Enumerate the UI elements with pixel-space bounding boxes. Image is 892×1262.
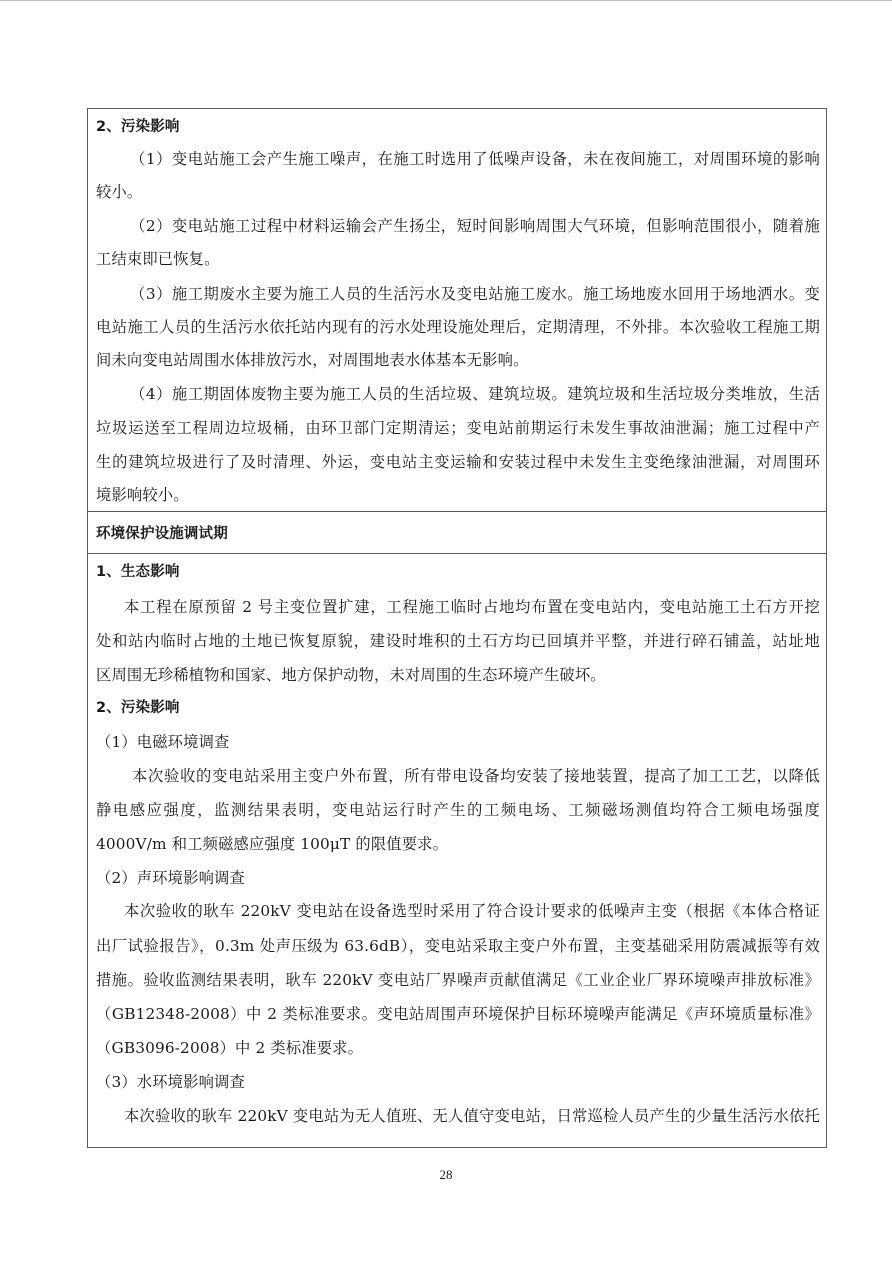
paragraph-line: （GB3096-2008）中 2 类标准要求。 — [96, 1039, 364, 1057]
paragraph-line: 措施。验收监测结果表明，耿车 220kV 变电站厂界噪声贡献值满足《工业企业厂界环境噪声排放标准》 — [96, 971, 820, 989]
paragraph-line: 本次验收的耿车 220kV 变电站为无人值班、无人值守变电站，日常巡检人员产生的少量生活污水依托 — [124, 1107, 820, 1125]
paragraph-line: 较小。 — [96, 183, 143, 201]
paragraph-line: 本工程在原预留 2 号主变位置扩建，工程施工临时占地均布置在变电站内，变电站施工土石方开挖 — [124, 598, 820, 616]
water-survey-heading: （3）水环境影响调查 — [96, 1073, 245, 1091]
paragraph-line: 本次验收的耿车 220kV 变电站在设备选型时采用了符合设计要求的低噪声主变（根据《本体合格证 — [124, 902, 820, 920]
paragraph-line: （1）变电站施工会产生施工噪声，在施工时选用了低噪声设备，未在夜间施工，对周围环境的影响 — [130, 150, 820, 168]
paragraph-line: 生的建筑垃圾进行了及时清理、外运，变电站主变运输和安装过程中未发生主变绝缘油泄漏，对周围环 — [96, 453, 820, 471]
paragraph-line: 4000V/m 和工频磁感应强度 100μT 的限值要求。 — [96, 835, 449, 853]
paragraph-line: （4）施工期固体废物主要为施工人员的生活垃圾、建筑垃圾。建筑垃圾和生活垃圾分类堆放，生活 — [130, 385, 820, 403]
trial-period-title: 环境保护设施调试期 — [96, 526, 228, 542]
trial-period-body-cell — [88, 554, 826, 1147]
construction-pollution-cell — [88, 109, 826, 512]
ecological-impact-heading: 1、生态影响 — [96, 564, 180, 580]
noise-survey-heading: （2）声环境影响调查 — [96, 869, 245, 887]
paragraph-line: （2）变电站施工过程中材料运输会产生扬尘，短时间影响周围大气环境，但影响范围很小，随着施 — [130, 217, 820, 235]
report-table — [87, 108, 827, 1148]
paragraph-line: 垃圾运送至工程周边垃圾桶，由环卫部门定期清运；变电站前期运行未发生事故油泄漏；施工过程中产 — [96, 419, 820, 437]
paragraph-line: 静电感应强度，监测结果表明，变电站运行时产生的工频电场、工频磁场测值均符合工频电场强度 — [96, 801, 820, 819]
construction-pollution-heading: 2、污染影响 — [96, 119, 180, 135]
page-top-rule — [0, 0, 892, 1]
paragraph-line: （GB12348-2008）中 2 类标准要求。变电站周围声环境保护目标环境噪声能满足《声环境质量标准》 — [96, 1005, 820, 1023]
paragraph-line: 境影响较小。 — [96, 486, 189, 504]
paragraph-line: 工结束即已恢复。 — [96, 250, 220, 268]
paragraph-line: （3）施工期废水主要为施工人员的生活污水及变电站施工废水。施工场地废水回用于场地洒水。变 — [130, 285, 820, 303]
electromagnetic-survey-heading: （1）电磁环境调查 — [96, 733, 230, 751]
paragraph-line: 区周围无珍稀植物和国家、地方保护动物，未对周围的生态环境产生破坏。 — [96, 666, 606, 684]
pollution-impact-heading: 2、污染影响 — [96, 700, 180, 716]
paragraph-line: 本次验收的变电站采用主变户外布置，所有带电设备均安装了接地装置，提高了加工工艺，以降低 — [132, 767, 820, 785]
paragraph-line: 电站施工人员的生活污水依托站内现有的污水处理设施处理后，定期清理，不外排。本次验收工程施工期 — [96, 318, 820, 336]
paragraph-line: 处和站内临时占地的土地已恢复原貌，建设时堆积的土石方均已回填并平整，并进行碎石铺盖，站址地 — [96, 632, 820, 650]
paragraph-line: 间未向变电站周围水体排放污水，对周围地表水体基本无影响。 — [96, 351, 529, 369]
page-number: 28 — [439, 1167, 453, 1182]
paragraph-line: 出厂试验报告》，0.3m 处声压级为 63.6dB），变电站采取主变户外布置，主变基础采用防震减振等有效 — [96, 937, 820, 955]
trial-period-header-cell — [88, 512, 826, 554]
